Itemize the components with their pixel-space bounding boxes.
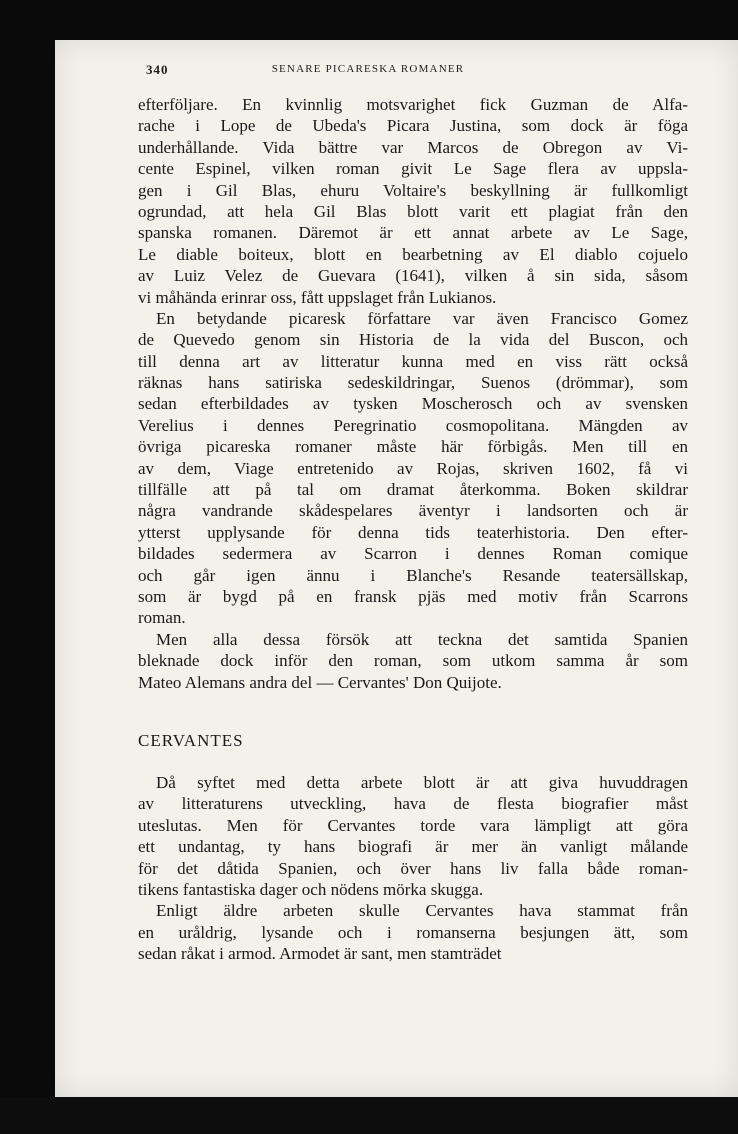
paragraph [138,772,688,900]
section-heading: CERVANTES [138,730,244,750]
text-line: och går igen ännu i Blanche's Resande teatersällskap, [138,565,688,585]
paragraph [138,629,688,693]
text-line: underhållande. Vida bättre var Marcos de Obregon av Vi- [138,137,688,157]
text-line: Mateo Alemans andra del — Cervantes' Don Quijote. [138,672,502,692]
text-line: vi måhända erinrar oss, fått uppslaget från Lukianos. [138,287,497,307]
text-line: Verelius i dennes Peregrinatio cosmopolitana. Mängden av [138,415,688,435]
text-line: tikens fantastiska dager och nödens mörka skugga. [138,879,484,899]
body-text [138,94,688,964]
page-number: 340 [146,62,169,77]
text-line: en uråldrig, lysande och i romanserna besjungen ätt, som [138,922,688,942]
text-line: cente Espinel, vilken roman givit Le Sage flera av uppsla- [138,159,688,179]
text-line: av Luiz Velez de Guevara (1641), vilken å sin sida, såsom [138,266,688,286]
text-line: bleknade dock inför den roman, som utkom samma år som [138,651,688,671]
text-line: En betydande picaresk författare var även Francisco Gomez [156,308,688,328]
text-line: uteslutas. Men för Cervantes torde vara lämpligt att göra [138,815,688,835]
text-line: av dem, Viage entretenido av Rojas, skriven 1602, få vi [138,458,688,478]
text-line: ytterst upplysande för denna tids teaterhistoria. Den efter- [138,522,688,542]
text-line: Då syftet med detta arbete blott är att giva huvuddragen [156,772,688,792]
text-line: räknas hans satiriska sedeskildringar, Suenos (drömmar), som [138,373,688,393]
text-line: som är bygd på en fransk pjäs med motiv från Scarrons [138,586,688,606]
scan-border [0,1097,738,1134]
text-line: spanska romanen. Däremot är ett annat arbete av Le Sage, [138,223,688,243]
text-line: Enligt äldre arbeten skulle Cervantes hava stammat från [156,901,688,921]
text-line: gen i Gil Blas, ehuru Voltaire's beskyllning är fullkomligt [138,180,688,200]
text-line: ett undantag, ty hans biografi är mer än vanligt målande [138,837,688,857]
text-line: tillfälle att på tal om dramat återkomma. Boken skildrar [138,480,688,500]
text-line: några vandrande skådespelares äventyr i landsorten och är [138,501,688,521]
page-header [138,60,598,80]
paragraph [138,94,688,308]
text-line: roman. [138,608,186,628]
text-line: rache i Lope de Ubeda's Picara Justina, som dock är föga [138,116,688,136]
text-line: av litteraturens utveckling, hava de flesta biografier måst [138,794,688,814]
text-line: efterföljare. En kvinnlig motsvarighet fick Guzman de Alfa- [138,95,688,114]
text-line: ogrundad, att hela Gil Blas blott varit ett plagiat från den [138,201,688,221]
text-line: bildades sedermera av Scarron i dennes Roman comique [138,544,688,564]
running-head: SENARE PICARESKA ROMANER [271,63,465,75]
text-line: för det dåtida Spanien, och över hans liv falla både roman- [138,858,688,878]
text-line: övriga picareska romaner måste här förbigås. Men till en [138,437,688,457]
text-line: de Quevedo genom sin Historia de la vida del Buscon, och [138,330,688,350]
text-line: sedan efterbildades av tysken Moscherosch och av svensken [138,394,688,414]
text-line: Men alla dessa försök att teckna det samtida Spanien [156,629,688,649]
text-line: till denna art av litteratur kunna med en viss rätt också [138,351,688,371]
text-line: Le diable boiteux, blott en bearbetning av El diablo cojuelo [138,244,688,264]
paragraph [138,308,688,629]
text-line: sedan råkat i armod. Armodet är sant, men stamträdet [138,944,502,964]
paragraph [138,900,688,964]
